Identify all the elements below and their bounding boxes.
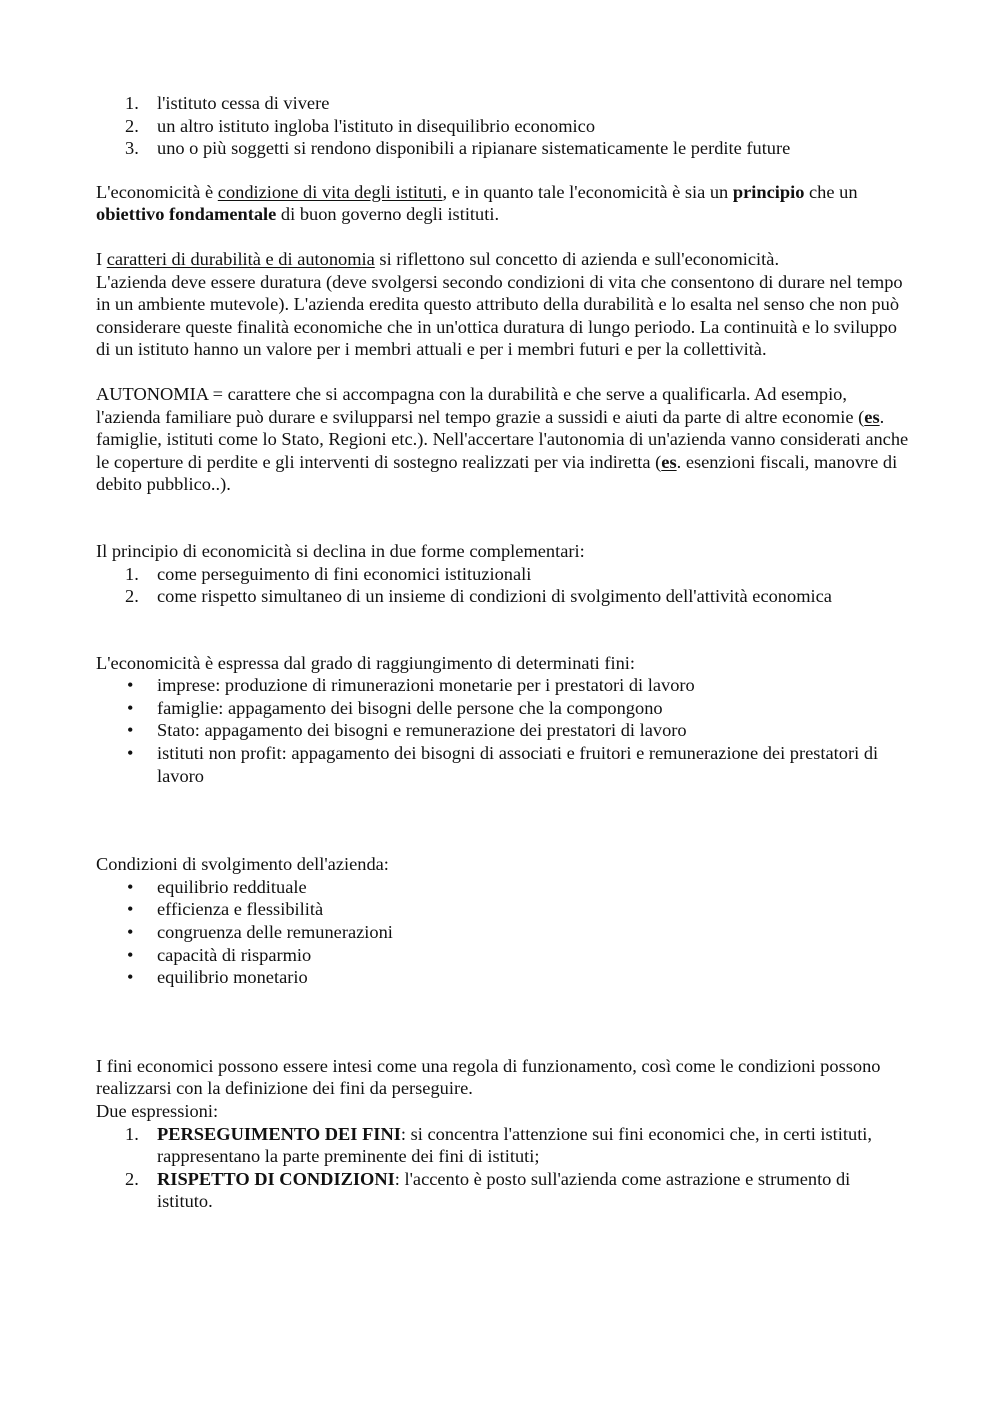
list-item: 1. PERSEGUIMENTO DEI FINI: si concentra l'attenzione sui fini economici che, in certi istituti, rappresentano la parte preminente dei fini di istituti; bbox=[125, 1123, 873, 1167]
list-item: 3. uno o più soggetti si rendono disponibili a ripianare sistematicamente le perdite future bbox=[125, 138, 791, 159]
list-item: • congruenza delle remunerazioni bbox=[127, 922, 393, 943]
fini-list bbox=[96, 674, 910, 787]
list-item: • efficienza e flessibilità bbox=[127, 899, 324, 920]
principio-paragraph: Il principio di economicità si declina in due forme complementari: bbox=[96, 540, 585, 561]
list-item: 1. l'istituto cessa di vivere bbox=[125, 93, 330, 113]
list-item: • equilibrio reddituale bbox=[127, 876, 307, 897]
list-item: 2. come rispetto simultaneo di un insieme di condizioni di svolgimento dell'attività economica bbox=[125, 586, 832, 607]
list-item: • famiglie: appagamento dei bisogni delle persone che la compongono bbox=[127, 697, 663, 718]
caratteri-paragraph: I caratteri di durabilità e di autonomia si riflettono sul concetto di azienda e sull'economicità. L'azienda deve essere duratura (deve svolgersi secondo condizioni di vita che consentono di durare nel tempo in un ambiente mutevole). L'azienda eredita questo attributo della durabilità e lo esalta nel senso che non può considerare queste finalità economiche che in un'ottica duratura di lungo periodo. La continuità e lo sviluppo di un istituto hanno un valore per i membri attuali e per i membri futuri e per la collettività. bbox=[96, 248, 903, 360]
list-item: • capacità di risparmio bbox=[127, 944, 312, 965]
economicita-paragraph: L'economicità è condizione di vita degli istituti, e in quanto tale l'economicità è sia un principio che un obiettivo fondamentale di buon governo degli istituti. bbox=[96, 181, 858, 225]
due-espressioni-label: Due espressioni: bbox=[96, 1101, 219, 1121]
condizioni-list bbox=[96, 876, 910, 989]
list-item: • Stato: appagamento dei bisogni e remunerazione dei prestatori di lavoro bbox=[127, 720, 687, 741]
espressioni-list bbox=[96, 1123, 910, 1213]
outcomes-list bbox=[96, 92, 910, 160]
list-item: 1. come perseguimento di fini economici istituzionali bbox=[125, 563, 532, 584]
autonomia-paragraph: AUTONOMIA = carattere che si accompagna con la durabilità e che serve a qualificarla. Ad esempio, l'azienda familiare può durare e svilupparsi nel tempo grazie a sussidi e aiuti da parte di altre economie (es. famiglie, istituti come lo Stato, Regioni etc.). Nell'accertare l'autonomia di un'azienda vanno considerati anche le coperture di perdite e gli interventi di sostegno realizzati per via indiretta (es. esenzioni fiscali, manovre di debito pubblico..). bbox=[96, 383, 909, 495]
list-item: 2. RISPETTO DI CONDIZIONI: l'accento è posto sull'azienda come astrazione e strumento di istituto. bbox=[125, 1168, 851, 1212]
list-item: • istituti non profit: appagamento dei bisogni di associati e fruitori e remunerazione dei prestatori di lavoro bbox=[127, 743, 879, 786]
forme-list bbox=[96, 563, 910, 608]
grado-paragraph: L'economicità è espressa dal grado di raggiungimento di determinati fini: bbox=[96, 652, 636, 673]
condizioni-paragraph: Condizioni di svolgimento dell'azienda: bbox=[96, 854, 389, 875]
fini-paragraph: I fini economici possono essere intesi come una regola di funzionamento, così come le condizioni possono realizzarsi con la definizione dei fini da perseguire. bbox=[96, 1055, 881, 1099]
list-item: 2. un altro istituto ingloba l'istituto in disequilibrio economico bbox=[125, 115, 596, 136]
list-item: • equilibrio monetario bbox=[127, 967, 308, 988]
list-item: • imprese: produzione di rimunerazioni monetarie per i prestatori di lavoro bbox=[127, 675, 695, 696]
